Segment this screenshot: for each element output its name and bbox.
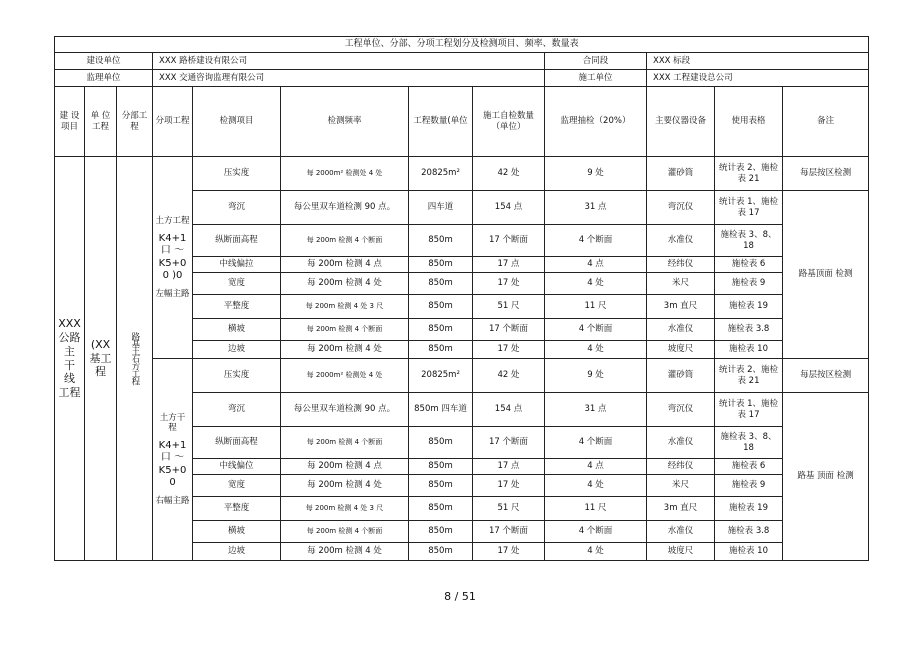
form-cell: 施检表 6 [715,257,783,273]
instrument-cell: 弯沉仪 [647,191,715,225]
quantity-cell: 850m [409,295,473,319]
quantity-cell: 20825m² [409,157,473,191]
supervision-check-cell: 9 处 [545,157,647,191]
header-quantity: 工程数量(单位 [409,87,473,157]
project-cell: XXX 公路 主 干 线 工程 [55,157,85,561]
item-cell: 边坡 [193,543,281,561]
instrument-cell: 坡度尺 [647,341,715,359]
supervision-check-cell: 4 处 [545,475,647,497]
self-check-cell: 51 尺 [473,497,545,521]
form-cell: 施检表 10 [715,543,783,561]
subitem-mid: K4+1 口 ～ K5+0 0 [158,439,187,489]
quantity-cell: 850m [409,273,473,295]
inspection-table-sheet [54,36,868,576]
frequency-cell: 每 200m 检测 4 个断面 [281,427,409,459]
item-cell: 平整度 [193,295,281,319]
supervision-check-cell: 4 点 [545,459,647,475]
supervision-check-cell: 4 处 [545,273,647,295]
frequency-cell: 每 200m 检测 4 个断面 [281,225,409,257]
quantity-cell: 850m [409,341,473,359]
header-self-check: 施工自检数量（单位） [473,87,545,157]
instrument-cell: 灌砂筒 [647,359,715,393]
supervision-check-cell: 4 个断面 [545,521,647,543]
form-cell: 施检表 9 [715,475,783,497]
quantity-cell: 850m [409,319,473,341]
instrument-cell: 水准仪 [647,319,715,341]
subitem-top: 土方干 程 [159,412,186,434]
instrument-cell: 弯沉仪 [647,393,715,427]
self-check-cell: 17 处 [473,543,545,561]
frequency-cell: 每 200m 检测 4 个断面 [281,319,409,341]
self-check-cell: 42 处 [473,359,545,393]
quantity-cell: 20825m² [409,359,473,393]
self-check-cell: 17 处 [473,273,545,295]
note-cell: 路基 顶面 检测 [783,393,869,561]
instrument-cell: 水准仪 [647,427,715,459]
self-check-cell: 17 处 [473,475,545,497]
construction-label: 建设单位 [55,53,153,70]
supervision-check-cell: 4 处 [545,341,647,359]
construction-value: XXX 路桥建设有限公司 [153,53,545,70]
quantity-cell: 850m [409,543,473,561]
page-number: 8 / 51 [444,590,476,603]
item-cell: 边坡 [193,341,281,359]
item-cell: 纵断面高程 [193,427,281,459]
header-project: 建 设 项目 [55,87,85,157]
item-cell: 中线偏拉 [193,257,281,273]
form-cell: 施检表 3、8、18 [715,427,783,459]
instrument-cell: 3m 直尺 [647,497,715,521]
subitem-top: 土方工程 [155,215,190,226]
self-check-cell: 154 点 [473,393,545,427]
item-cell: 弯沉 [193,393,281,427]
item-cell: 横坡 [193,319,281,341]
supervision-check-cell: 11 尺 [545,497,647,521]
form-cell: 施检表 9 [715,273,783,295]
frequency-cell: 每 200m 检测 4 处 [281,341,409,359]
instrument-cell: 经纬仪 [647,459,715,475]
form-cell: 统计表 2、施检表 21 [715,157,783,191]
table-body [55,157,869,561]
instrument-cell: 水准仪 [647,521,715,543]
supervision-check-cell: 31 点 [545,393,647,427]
supervision-check-cell: 11 尺 [545,295,647,319]
subitem-mid: K4+1 口 ～ K5+0 0 )0 [158,232,187,281]
self-check-cell: 17 个断面 [473,225,545,257]
form-cell: 施检表 6 [715,459,783,475]
item-cell: 纵断面高程 [193,225,281,257]
self-check-cell: 17 处 [473,341,545,359]
frequency-cell: 每 200m 检测 4 个断面 [281,521,409,543]
table-row [55,359,869,393]
frequency-cell: 每 200m 检测 4 点 [281,459,409,475]
contract-value: XXX 标段 [647,53,869,70]
header-supervision-check: 监理抽检（20%） [545,87,647,157]
instrument-cell: 灌砂筒 [647,157,715,191]
item-cell: 横坡 [193,521,281,543]
form-cell: 统计表 1、施检表 17 [715,393,783,427]
form-cell: 施检表 19 [715,295,783,319]
table-title: 工程单位、分部、分项工程划分及检测项目、频率、数量表 [55,37,869,53]
quantity-cell: 850m [409,257,473,273]
frequency-cell: 每 2000m² 检测处 4 处 [281,157,409,191]
self-check-cell: 17 个断面 [473,521,545,543]
quantity-cell: 四车道 [409,191,473,225]
frequency-cell: 每 200m 检测 4 处 [281,543,409,561]
supervision-check-cell: 4 个断面 [545,225,647,257]
frequency-cell: 每公里双车道检测 90 点。 [281,393,409,427]
quantity-cell: 850m [409,497,473,521]
frequency-cell: 每 2000m² 检测处 4 处 [281,359,409,393]
form-cell: 统计表 2、施检表 21 [715,359,783,393]
table-row [55,157,869,191]
inspection-table [54,36,869,561]
frequency-cell: 每公里双车道检测 90 点。 [281,191,409,225]
instrument-cell: 水准仪 [647,225,715,257]
supervision-check-cell: 9 处 [545,359,647,393]
frequency-cell: 每 200m 检测 4 处 [281,475,409,497]
header-item: 检测项目 [193,87,281,157]
division-cell: 路基土石方工程 [117,157,153,561]
subitem-bot: 右幅主路 [155,495,190,506]
frequency-cell: 每 200m 检测 4 点 [281,257,409,273]
header-form: 使用表格 [715,87,783,157]
self-check-cell: 51 尺 [473,295,545,319]
frequency-cell: 每 200m 检测 4 处 3 尺 [281,497,409,521]
form-cell: 施检表 3.8 [715,319,783,341]
supervision-value: XXX 交通咨询监理有限公司 [153,70,545,87]
self-check-cell: 17 点 [473,459,545,475]
unit-cell: (XX 基工 程 [85,157,117,561]
header-subitem: 分项工程 [153,87,193,157]
subitem-cell-a [153,157,193,359]
form-cell: 施检表 19 [715,497,783,521]
item-cell: 中线偏位 [193,459,281,475]
quantity-cell: 850m [409,521,473,543]
form-cell: 施检表 10 [715,341,783,359]
item-cell: 宽度 [193,475,281,497]
supervision-check-cell: 4 点 [545,257,647,273]
self-check-cell: 17 点 [473,257,545,273]
form-cell: 统计表 1、施检表 17 [715,191,783,225]
supervision-check-cell: 4 处 [545,543,647,561]
quantity-cell: 850m [409,427,473,459]
self-check-cell: 154 点 [473,191,545,225]
subitem-bot: 左幅主路 [155,288,190,299]
supervision-check-cell: 4 个断面 [545,319,647,341]
header-instrument: 主要仪器设备 [647,87,715,157]
supervision-check-cell: 31 点 [545,191,647,225]
form-cell: 施检表 3.8 [715,521,783,543]
self-check-cell: 42 处 [473,157,545,191]
header-frequency: 检测频率 [281,87,409,157]
note-cell: 每层按区检测 [783,157,869,191]
builder-value: XXX 工程建设总公司 [647,70,869,87]
supervision-label: 监理单位 [55,70,153,87]
item-cell: 宽度 [193,273,281,295]
item-cell: 压实度 [193,359,281,393]
contract-label: 合同段 [545,53,647,70]
frequency-cell: 每 200m 检测 4 处 [281,273,409,295]
instrument-cell: 3m 直尺 [647,295,715,319]
instrument-cell: 坡度尺 [647,543,715,561]
supervision-check-cell: 4 个断面 [545,427,647,459]
frequency-cell: 每 200m 检测 4 处 3 尺 [281,295,409,319]
item-cell: 平整度 [193,497,281,521]
self-check-cell: 17 个断面 [473,427,545,459]
instrument-cell: 米尺 [647,273,715,295]
instrument-cell: 经纬仪 [647,257,715,273]
note-cell: 每层按区检测 [783,359,869,393]
header-division: 分部工 程 [117,87,153,157]
builder-label: 施工单位 [545,70,647,87]
form-cell: 施检表 3、8、18 [715,225,783,257]
item-cell: 压实度 [193,157,281,191]
quantity-cell: 850m [409,225,473,257]
header-note: 备注 [783,87,869,157]
quantity-cell: 850m 四车道 [409,393,473,427]
self-check-cell: 17 个断面 [473,319,545,341]
quantity-cell: 850m [409,475,473,497]
note-cell: 路基顶面 检测 [783,191,869,359]
header-unit: 单 位 工程 [85,87,117,157]
quantity-cell: 850m [409,459,473,475]
item-cell: 弯沉 [193,191,281,225]
subitem-cell-b [153,359,193,561]
instrument-cell: 米尺 [647,475,715,497]
